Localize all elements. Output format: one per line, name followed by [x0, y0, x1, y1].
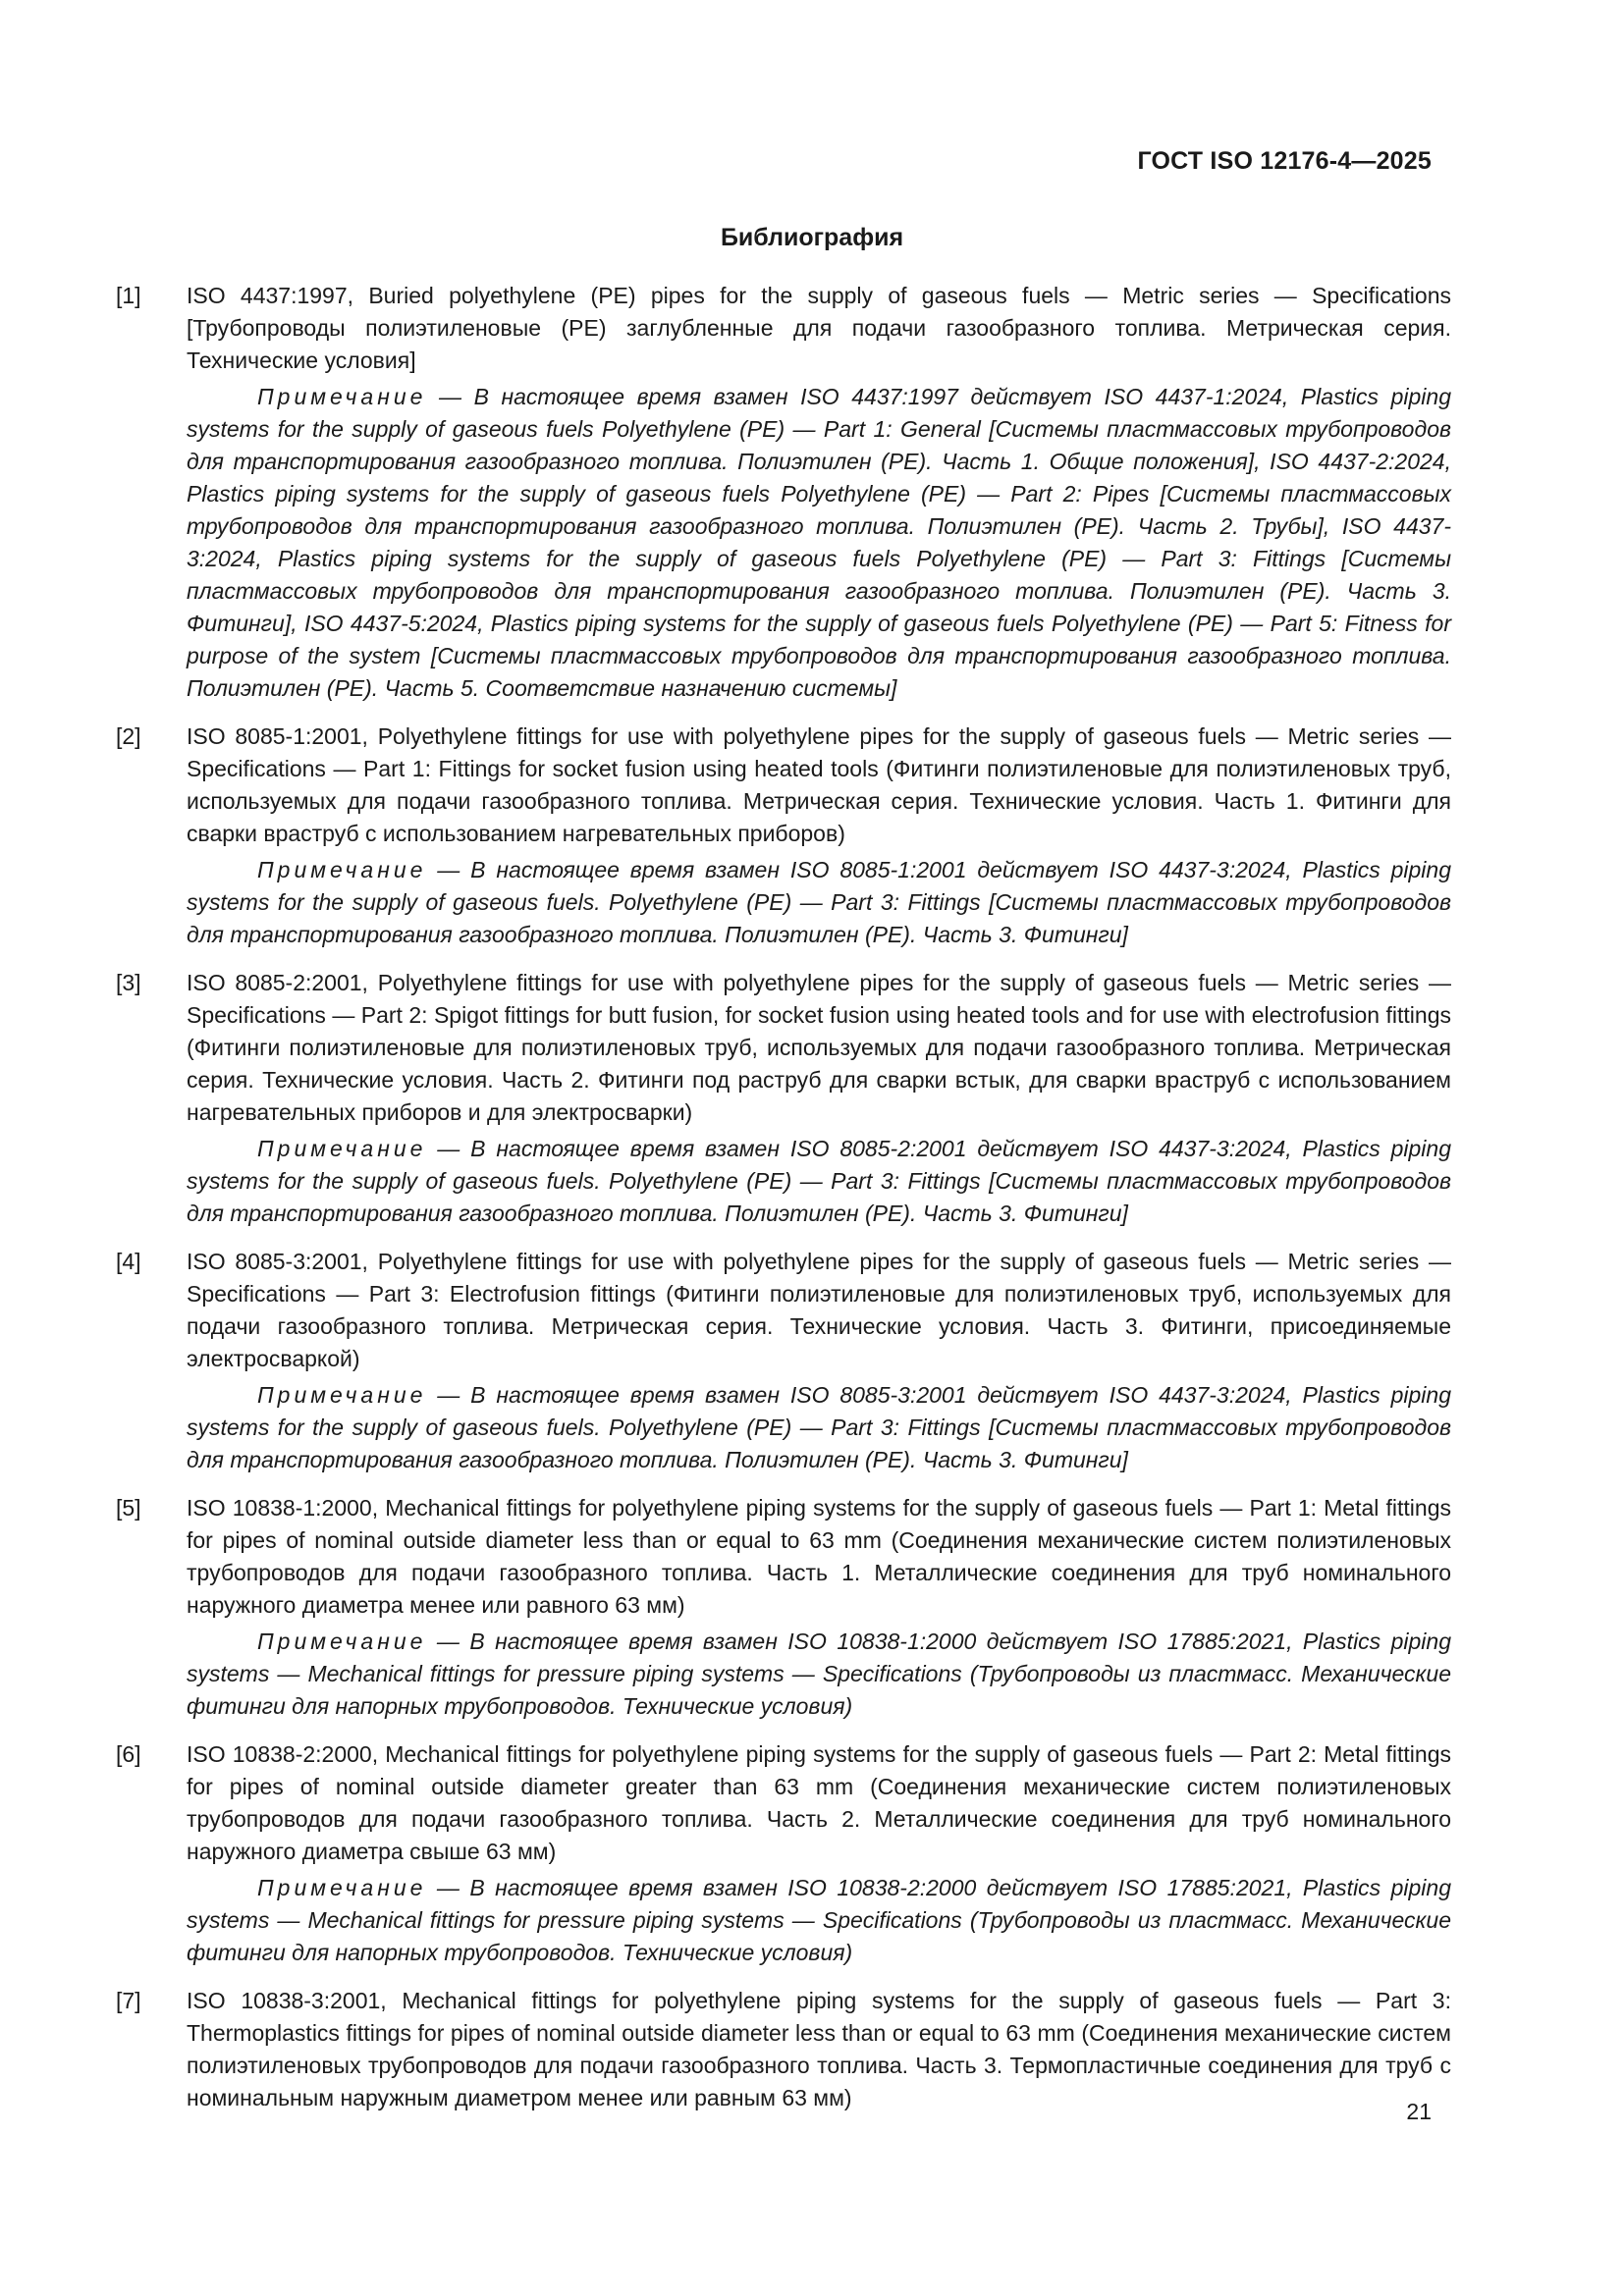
- page-title: Библиография: [720, 224, 904, 251]
- note-text: — В настоящее время взамен ISO 8085-1:2001 действует ISO 4437-3:2024, Plastics piping systems for the supply of gaseous fuels. Polyethylene (PE) — Part 3: Fittings [Системы пластмассовых трубопроводов для транспортирования газообразного топлива. Полиэтилен (PE). Часть 3. Фитинги]: [187, 857, 1451, 947]
- note-text: — В настоящее время взамен ISO 8085-3:2001 действует ISO 4437-3:2024, Plastics piping systems for the supply of gaseous fuels. Polyethylene (PE) — Part 3: Fittings [Системы пластмассовых трубопроводов для транспортирования газообразного топлива. Полиэтилен (PE). Часть 3. Фитинги]: [187, 1382, 1451, 1472]
- entry-text: ISO 8085-1:2001, Polyethylene fittings for use with polyethylene pipes for the supply of gaseous fuels — Metric series — Specifications — Part 1: Fittings for socket fusion using heated tools (Фитинги полиэтиленовые для полиэтиленовых труб, используемых для подачи газообразного топлива. Метрическая серия. Технические условия. Часть 1. Фитинги для сварки враструб с использованием нагревательных приборов): [187, 723, 1451, 846]
- bibliography-entry: [116, 1985, 1451, 2114]
- entry-note: [187, 381, 1451, 705]
- note-text: — В настоящее время взамен ISO 10838-1:2000 действует ISO 17885:2021, Plastics piping systems — Mechanical fittings for pressure piping systems — Specifications (Трубопроводы из пластмасс. Механические фитинги для напорных трубопроводов. Технические условия): [187, 1629, 1451, 1719]
- entry-text: ISO 10838-3:2001, Mechanical fittings for polyethylene piping systems for the supply of gaseous fuels — Part 3: Thermoplastics fittings for pipes of nominal outside diameter less than or equal to 63 mm (Соединения механические систем полиэтиленовых трубопроводов для подачи газообразного топлива. Часть 3. Термопластичные соединения для труб с номинальным наружным диаметром менее или равным 63 мм): [187, 1988, 1451, 2110]
- page-number: 21: [1406, 2099, 1432, 2124]
- entry-note: [187, 1379, 1451, 1476]
- entry-text: ISO 10838-1:2000, Mechanical fittings for polyethylene piping systems for the supply of gaseous fuels — Part 1: Metal fittings for pipes of nominal outside diameter less than or equal to 63 mm (Соединения механические систем полиэтиленовых трубопроводов для подачи газообразного топлива. Часть 1. Металлические соединения для труб номинального наружного диаметра менее или равного 63 мм): [187, 1495, 1451, 1618]
- entry-number: [3]: [116, 970, 141, 995]
- entry-number: [6]: [116, 1741, 141, 1767]
- bibliography-entry: [116, 280, 1451, 705]
- bibliography-entry: [116, 967, 1451, 1230]
- entry-text: ISO 8085-3:2001, Polyethylene fittings for use with polyethylene pipes for the supply of gaseous fuels — Metric series — Specifications — Part 3: Electrofusion fittings (Фитинги полиэтиленовые для полиэтиленовых труб, используемых для подачи газообразного топлива. Метрическая серия. Технические условия. Часть 3. Фитинги, присоединяемые электросваркой): [187, 1249, 1451, 1371]
- bibliography-entry: [116, 1738, 1451, 1969]
- note-text: — В настоящее время взамен ISO 10838-2:2000 действует ISO 17885:2021, Plastics piping systems — Mechanical fittings for pressure piping systems — Specifications (Трубопроводы из пластмасс. Механические фитинги для напорных трубопроводов. Технические условия): [187, 1875, 1451, 1965]
- bibliography-entry: [116, 1492, 1451, 1723]
- entry-text: ISO 4437:1997, Buried polyethylene (PE) pipes for the supply of gaseous fuels — Metric series — Specifications [Трубопроводы полиэтиленовые (PE) заглубленные для подачи газообразного топлива. Метрическая серия. Технические условия]: [187, 283, 1451, 373]
- entry-number: [5]: [116, 1495, 141, 1521]
- note-label: Примечание: [257, 1629, 427, 1654]
- entry-number: [7]: [116, 1988, 141, 2013]
- entry-text: ISO 10838-2:2000, Mechanical fittings for polyethylene piping systems for the supply of gaseous fuels — Part 2: Metal fittings for pipes of nominal outside diameter greater than 63 mm (Соединения механические систем полиэтиленовых трубопроводов для подачи газообразного топлива. Часть 2. Металлические соединения для труб номинального наружного диаметра свыше 63 мм): [187, 1741, 1451, 1864]
- note-label: Примечание: [257, 1382, 427, 1408]
- note-label: Примечание: [257, 1875, 427, 1900]
- entry-text: ISO 8085-2:2001, Polyethylene fittings for use with polyethylene pipes for the supply of gaseous fuels — Metric series — Specifications — Part 2: Spigot fittings for butt fusion, for socket fusion using heated tools and for use with electrofusion fittings (Фитинги полиэтиленовые для полиэтиленовых труб, используемых для подачи газообразного топлива. Метрическая серия. Технические условия. Часть 2. Фитинги под раструб для сварки встык, для сварки враструб с использованием нагревательных приборов и для электросварки): [187, 970, 1451, 1125]
- note-label: Примечание: [257, 384, 427, 409]
- note-text: — В настоящее время взамен ISO 8085-2:2001 действует ISO 4437-3:2024, Plastics piping systems for the supply of gaseous fuels. Polyethylene (PE) — Part 3: Fittings [Системы пластмассовых трубопроводов для транспортирования газообразного топлива. Полиэтилен (PE). Часть 3. Фитинги]: [187, 1136, 1451, 1226]
- note-label: Примечание: [257, 857, 427, 882]
- note-label: Примечание: [257, 1136, 427, 1161]
- entry-number: [2]: [116, 723, 141, 749]
- entry-number: [1]: [116, 283, 141, 308]
- entry-note: [187, 1872, 1451, 1969]
- entry-note: [187, 1626, 1451, 1723]
- entry-note: [187, 1133, 1451, 1230]
- bibliography-list: [116, 280, 1451, 2130]
- entry-note: [187, 854, 1451, 951]
- bibliography-entry: [116, 1246, 1451, 1476]
- standard-code-header: ГОСТ ISO 12176-4—2025: [1137, 147, 1432, 175]
- bibliography-entry: [116, 721, 1451, 951]
- entry-number: [4]: [116, 1249, 141, 1274]
- note-text: — В настоящее время взамен ISO 4437:1997 действует ISO 4437-1:2024, Plastics piping systems for the supply of gaseous fuels Polyethylene (PE) — Part 1: General [Системы пластмассовых трубопроводов для транспортирования газообразного топлива. Полиэтилен (PE). Часть 1. Общие положения], ISO 4437-2:2024, Plastics piping systems for the supply of gaseous fuels Polyethylene (PE) — Part 2: Pipes [Системы пластмассовых трубопроводов для транспортирования газообразного топлива. Полиэтилен (PE). Часть 2. Трубы], ISO 4437-3:2024, Plastics piping systems for the supply of gaseous fuels Polyethylene (PE) — Part 3: Fittings [Системы пластмассовых трубопроводов для транспортирования газообразного топлива. Полиэтилен (PE). Часть 3. Фитинги], ISO 4437-5:2024, Plastics piping systems for the supply of gaseous fuels Polyethylene (PE) — Part 5: Fitness for purpose of the system [Системы пластмассовых трубопроводов для транспортирования газообразного топлива. Полиэтилен (PE). Часть 5. Соответствие назначению системы]: [187, 384, 1451, 701]
